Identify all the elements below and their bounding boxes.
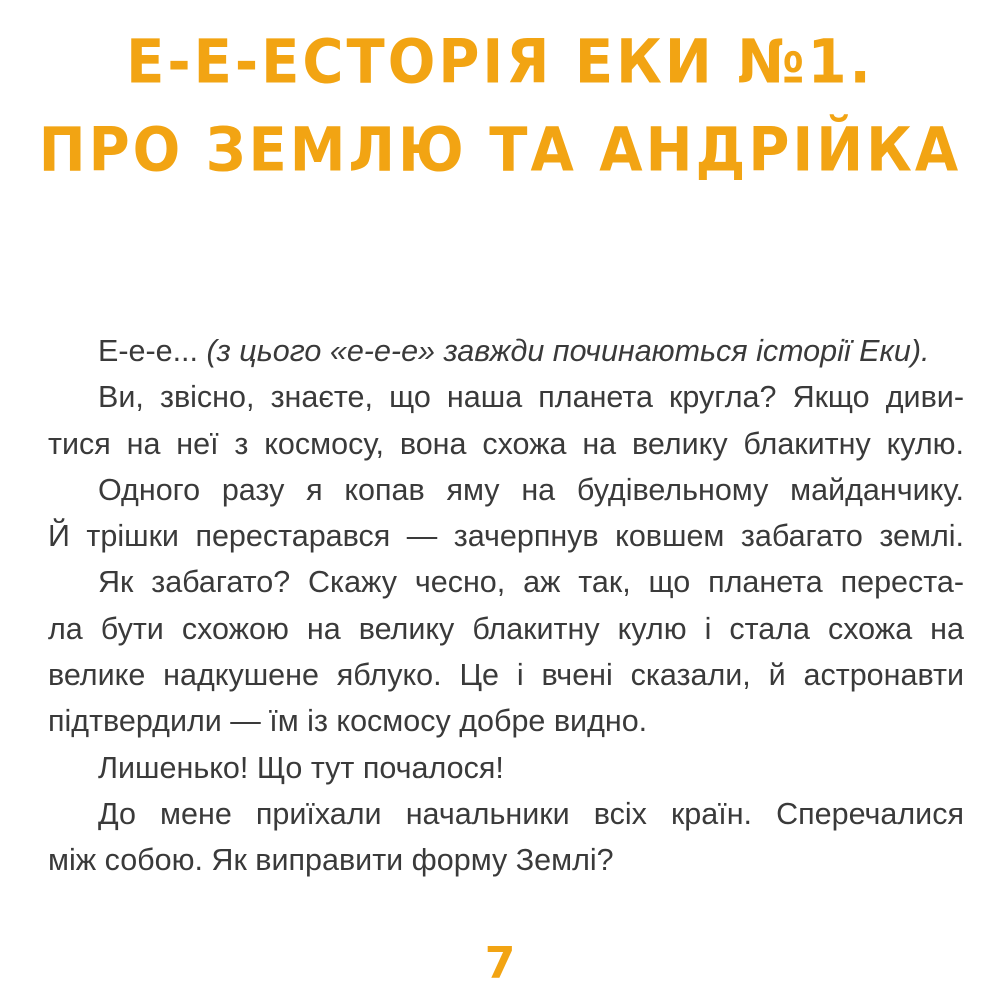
paragraph-line: між собою. Як виправити форму Землі? (48, 843, 614, 878)
story-text (48, 328, 964, 884)
paragraph-line: тися на неї з космосу, вона схожа на велику блакитну кулю. (48, 426, 964, 461)
chapter-title-line-2: ПРО ЗЕМЛЮ ТА АНДРІЙКА (38, 115, 962, 186)
paragraph-line: Лишенько! Що тут почалося! (98, 750, 504, 785)
paragraph-line: Ви, звісно, знаєте, що наша планета кругла? Якщо диви- (98, 380, 964, 415)
paragraph-line: До мене приїхали начальники всіх країн. Сперечалися (98, 796, 964, 831)
paragraph-line: Й трішки перестарався — зачерпнув ковшем забагато землі. (48, 519, 964, 554)
paragraph-line: велике надкушене яблуко. Це і вчені сказали, й астронавти (48, 658, 964, 693)
paragraph-line: ла бути схожою на велику блакитну кулю і стала схожа на (48, 611, 964, 646)
paragraph-line: Одного разу я копав яму на будівельному майданчику. (98, 472, 964, 507)
paragraph-line: Як забагато? Скажу чесно, аж так, що планета переста- (98, 565, 964, 600)
italic-aside: (з цього «е-е-е» завжди починаються історії Еки). (206, 334, 930, 368)
page-number: 7 (484, 938, 516, 989)
chapter-title-line-1: Е-Е-ЕСТОРІЯ ЕКИ №1. (126, 27, 874, 98)
paragraph-line (48, 328, 964, 374)
intro-interjection: Е-е-е... (98, 334, 207, 368)
paragraph-line: підтвердили — їм із космосу добре видно. (48, 704, 648, 739)
